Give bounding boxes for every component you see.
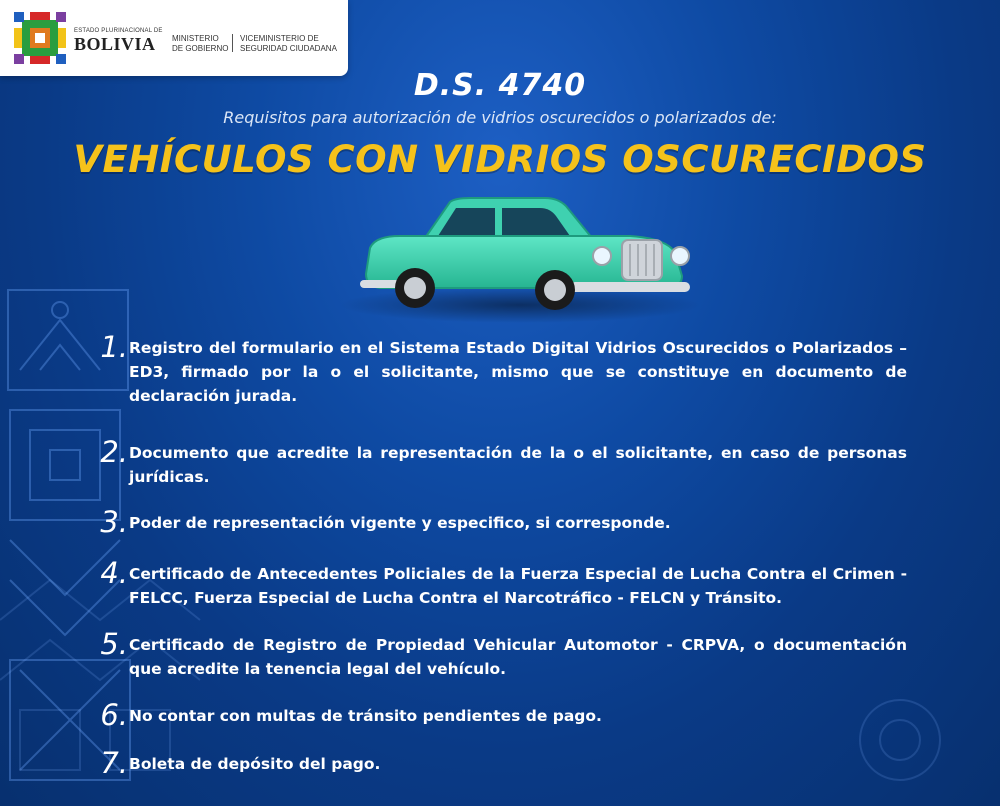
ministry-line-2: DE GOBIERNO [172, 44, 229, 53]
viceministry-name [240, 34, 350, 54]
item-number: 1. [100, 330, 128, 364]
main-title: VEHÍCULOS CON VIDRIOS OSCURECIDOS [73, 138, 927, 181]
bolivia-chakana-icon [12, 10, 68, 66]
item-text: No contar con multas de tránsito pendientes de pago. [129, 707, 602, 725]
item-text: Documento que acredite la representación de la o el solicitante, en caso de personas jurídicas. [129, 444, 907, 486]
item-number: 6. [100, 698, 128, 732]
car-illustration-icon [330, 190, 710, 325]
vice-line-2: SEGURIDAD CIUDADANA [240, 44, 337, 53]
vice-line-1: VICEMINISTERIO DE [240, 34, 319, 43]
ministry-name [172, 34, 232, 54]
decree-title: D.S. 4740 [413, 68, 587, 103]
item-number: 7. [100, 746, 128, 780]
item-text: Certificado de Antecedentes Policiales de la Fuerza Especial de Lucha Contra el Crimen - FELCC, Fuerza Especial de Lucha Contra el Narcotráfico - FELCN y Tránsito. [129, 565, 907, 607]
logo-country-name: BOLIVIA [74, 34, 156, 54]
item-text: Certificado de Registro de Propiedad Vehicular Automotor - CRPVA, o documentación que acredite la tenencia legal del vehículo. [129, 636, 907, 678]
ministry-line-1: MINISTERIO [172, 34, 219, 43]
item-text: Boleta de depósito del pago. [129, 755, 381, 773]
item-number: 2. [100, 435, 128, 469]
header-divider [232, 34, 233, 52]
subtitle: Requisitos para autorización de vidrios oscurecidos o polarizados de: [223, 108, 777, 127]
item-number: 4. [100, 556, 128, 590]
item-text: Registro del formulario en el Sistema Estado Digital Vidrios Oscurecidos o Polarizados – ED3, firmado por la o el solicitante, mismo que se constituye en documento de declaración jurada. [129, 339, 907, 405]
item-number: 3. [100, 505, 128, 539]
item-text: Poder de representación vigente y especifico, si corresponde. [129, 514, 671, 532]
header-logo-panel [0, 0, 348, 76]
logo-small-text: ESTADO PLURINACIONAL DE [74, 28, 163, 34]
item-number: 5. [100, 627, 128, 661]
